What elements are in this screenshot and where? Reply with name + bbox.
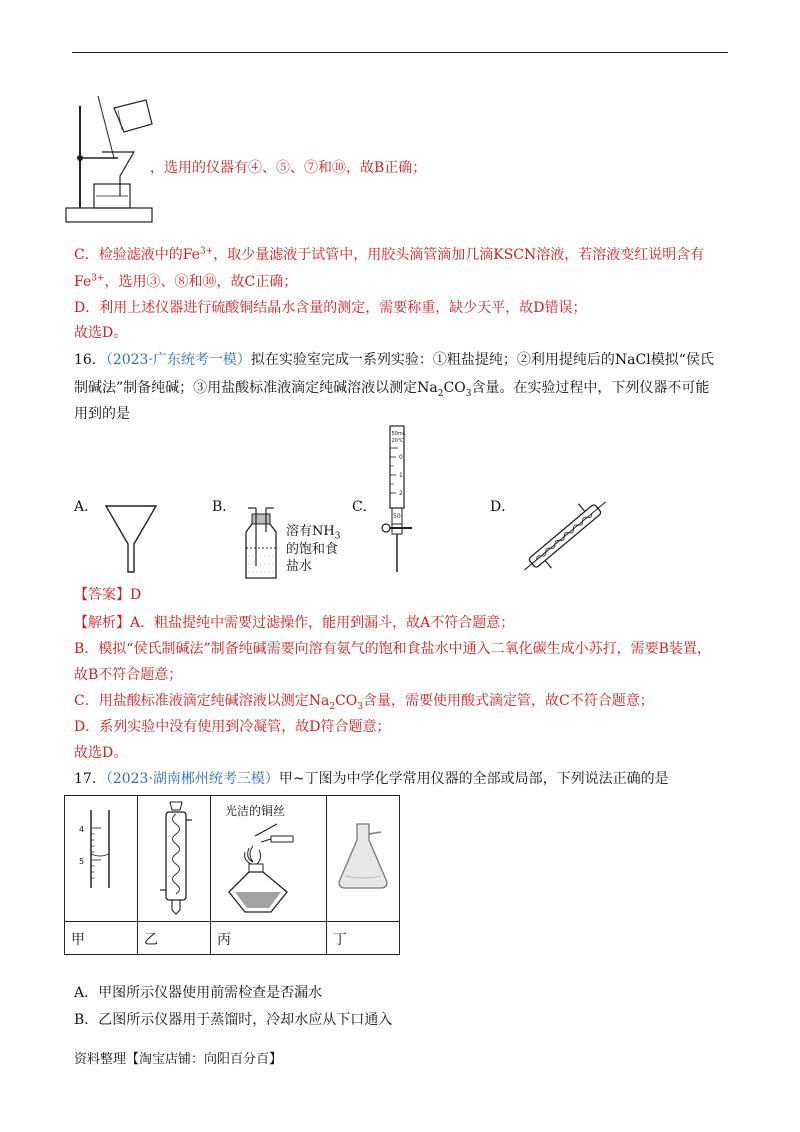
- analysis-16-l4-pre: C．用盐酸标准液滴定纯碱溶液以测定Na: [74, 693, 330, 709]
- bottle-label-1-text: 溶有NH: [286, 524, 335, 539]
- label-yi: 乙: [144, 932, 158, 948]
- analysis-16-line-6: 故选D。: [74, 745, 128, 761]
- q17-label-jia-cell: [65, 922, 138, 955]
- q16-line1-text: 拟在实验室完成一系列实验：①粗盐提纯；②利用提纯后的NaCl模拟“侯氏: [250, 352, 714, 368]
- q17-cell-yi-figure: [138, 796, 211, 922]
- q17-number: 17．: [74, 771, 106, 787]
- q16-option-d-label: D．: [490, 499, 516, 515]
- filtration-apparatus-figure: [62, 96, 158, 226]
- analysis-16-line-4: [74, 691, 654, 711]
- c-line1-pre: C．检验滤液中的Fe: [74, 247, 200, 263]
- q16-option-c-label: C．: [352, 499, 377, 515]
- analysis-16-l4-mid: CO: [335, 693, 358, 709]
- copper-wire-label: 光洁的铜丝: [225, 804, 286, 818]
- analysis-16-line-2: B．模拟“侯氏制碱法”制备纯碱需要向溶有氨气的饱和食盐水中通入二氧化碳生成小苏打，需要B装置，: [74, 641, 711, 657]
- burette-tick-2: 2: [399, 490, 403, 497]
- q16-option-b-label: B．: [212, 499, 237, 515]
- q17-figure-table: [64, 795, 400, 955]
- question-16-line-2: [74, 378, 709, 398]
- option-c-line-1: [74, 245, 704, 265]
- q16-line2-sub2: 3: [465, 388, 472, 399]
- top-figure-caption: ，选用的仪器有④、⑤、⑦和⑩，故B正确；: [150, 160, 427, 176]
- q17-option-a: A．甲图所示仪器使用前需检查是否漏水: [74, 985, 323, 1001]
- gas-washing-bottle-figure: [238, 508, 284, 580]
- burette-bottom-text: 50: [393, 513, 401, 520]
- q17-figure-row: [65, 796, 400, 922]
- condenser-figure: [520, 492, 610, 580]
- burette-tick-1: 1: [399, 472, 403, 479]
- graduated-cylinder-figure: [79, 810, 129, 910]
- burette-tick-0: 0: [399, 454, 403, 461]
- label-jia: 甲: [71, 932, 85, 948]
- analysis-16-line-3: 故B不符合题意；: [74, 667, 183, 683]
- q17-label-yi-cell: [138, 922, 211, 955]
- bottle-label-1: [286, 524, 340, 540]
- q16-number: 16．: [74, 352, 106, 368]
- question-16-line-1: [74, 350, 714, 370]
- q17-label-bing-cell: [211, 922, 327, 955]
- question-17-line: [74, 769, 669, 789]
- q17-cell-bing-figure: [211, 796, 327, 922]
- q17-cell-ding-figure: [327, 796, 400, 922]
- c-line2-post: ，选用③、⑧和⑩，故C正确；: [104, 274, 298, 290]
- c-line1-post: ，取少量滤液于试管中，用胶头滴管滴加几滴KSCN溶液，若溶液变红说明含有: [213, 247, 705, 263]
- option-c-line-2: [74, 272, 297, 292]
- c-line2-pre: Fe: [74, 274, 92, 290]
- q17-source: （2023·湖南郴州统考三模）: [105, 771, 279, 787]
- q17-text: 甲~丁图为中学化学常用仪器的全部或局部，下列说法正确的是: [278, 771, 669, 787]
- cylinder-tick-5: 5: [79, 857, 85, 866]
- c-line2-sup: 3+: [91, 273, 105, 284]
- c-line1-sup: 3+: [199, 246, 214, 257]
- q17-label-ding-cell: [327, 922, 400, 955]
- analysis-16-l4-sub2: 3: [357, 701, 363, 712]
- q16-line2-pre: 制碱法”制备纯碱；③用盐酸标准液滴定纯碱溶液以测定Na: [74, 380, 438, 396]
- burette-top-text: 50mL: [391, 431, 406, 437]
- q16-option-a-label: A．: [74, 499, 99, 515]
- q17-option-b: B．乙图所示仪器用于蒸馏时，冷却水应从下口通入: [74, 1012, 393, 1028]
- label-ding: 丁: [333, 932, 347, 948]
- bottle-label-1-sub: 3: [334, 531, 341, 542]
- footer-text: 资料整理【淘宝店铺：向阳百分百】: [74, 1052, 283, 1067]
- burette-figure: [376, 424, 422, 574]
- q16-line2-post: 含量。在实验过程中，下列仪器不可能: [471, 380, 710, 396]
- choose-d-line-1: 故选D。: [74, 325, 128, 341]
- q16-line2-mid: CO: [443, 380, 466, 396]
- q16-source: （2023·广东统考一模）: [105, 352, 251, 368]
- alcohol-lamp-figure: [221, 822, 317, 918]
- analysis-16-line-1: 【解析】A．粗盐提纯中需要过滤操作，能用到漏斗，故A不符合题意；: [74, 615, 515, 631]
- answer-16: 【答案】D: [74, 587, 142, 603]
- bottle-label-2: 的饱和食: [286, 542, 339, 557]
- q17-label-row: [65, 922, 400, 955]
- analysis-16-l4-sub1: 2: [329, 701, 336, 712]
- analysis-16-l4-post: 含量，需要使用酸式滴定管，故C不符合题意；: [362, 693, 654, 709]
- label-bing: 丙: [217, 932, 231, 948]
- funnel-figure: [104, 504, 158, 574]
- reflux-condenser-figure: [158, 800, 194, 916]
- analysis-16-line-5: D．系列实验中没有使用到冷凝管，故D符合题意；: [74, 719, 391, 735]
- header-rule: [72, 52, 728, 53]
- q16-line2-sub1: 2: [437, 388, 444, 399]
- question-16-line-3: 用到的是: [74, 406, 130, 422]
- cylinder-tick-4: 4: [79, 825, 85, 834]
- bottle-label-3: 盐水: [286, 559, 313, 574]
- option-d-line: D．利用上述仪器进行硫酸铜结晶水含量的测定，需要称重，缺少天平，故D错误；: [74, 300, 587, 316]
- q17-cell-jia-figure: [65, 796, 138, 922]
- burette-top-text-2: 20℃: [391, 438, 404, 444]
- flask-figure: [335, 822, 391, 892]
